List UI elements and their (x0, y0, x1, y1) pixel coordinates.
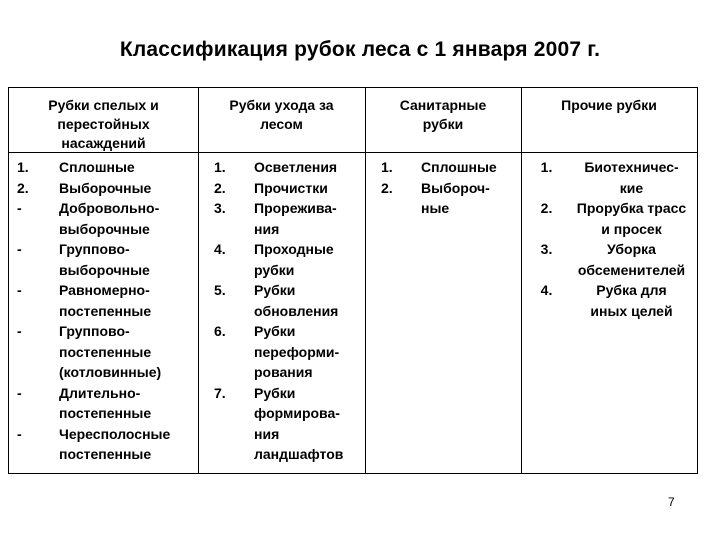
list-item: 3. Уборка обсеменителей (540, 241, 686, 278)
classification-table (8, 87, 698, 474)
list-item: 2. Выбороч- ные (381, 179, 490, 216)
header-sanitary-cuts: Санитарные рубки (399, 97, 487, 132)
list-item: 6. Рубки переформи- рования (214, 323, 340, 380)
list-item: 1. Осветления (214, 159, 338, 175)
header-other-cuts: Прочие рубки (561, 97, 657, 113)
list-item: - Равномерно- постепенные (17, 282, 152, 319)
column-mature-stands (17, 157, 197, 465)
list-item: 7. Рубки формирова- ния ландшафтов (214, 384, 344, 462)
slide-title: Классификация рубок леса с 1 января 2007 г. (119, 38, 601, 61)
column-divider-1 (198, 88, 199, 473)
column-divider-3 (521, 88, 522, 473)
list-item: 2. Прорубка трасс и просек (540, 200, 687, 237)
header-tending-cuts: Рубки ухода за лесом (229, 97, 334, 132)
column-other-cuts (524, 157, 694, 321)
list-item: - Чересполосные постепенные (17, 425, 171, 462)
list-item: 1. Сплошные (17, 159, 135, 175)
list-item: 4. Проходные рубки (214, 241, 334, 278)
list-item: 1. Сплошные (381, 159, 497, 175)
list-item: - Длительно- постепенные (17, 384, 152, 421)
page-number: 7 (668, 495, 675, 509)
list-item: - Группово- постепенные (котловинные) (17, 323, 162, 380)
column-tending-cuts (214, 157, 349, 465)
list-item: 4. Рубка для иных целей (540, 282, 673, 319)
list-item: 5. Рубки обновления (214, 282, 339, 319)
list-item: 1. Биотехничес- кие (540, 159, 679, 196)
column-sanitary-cuts (381, 157, 521, 219)
list-item: - Добровольно- выборочные (17, 200, 160, 237)
column-divider-2 (365, 88, 366, 473)
list-item: 2. Прочистки (214, 179, 328, 196)
list-item: 2. Выборочные (17, 179, 152, 196)
list-item: 3. Прорежива- ния (214, 200, 337, 237)
list-item: - Группово- выборочные (17, 241, 150, 278)
header-mature-stands: Рубки спелых и перестойных насаждений (48, 97, 159, 151)
